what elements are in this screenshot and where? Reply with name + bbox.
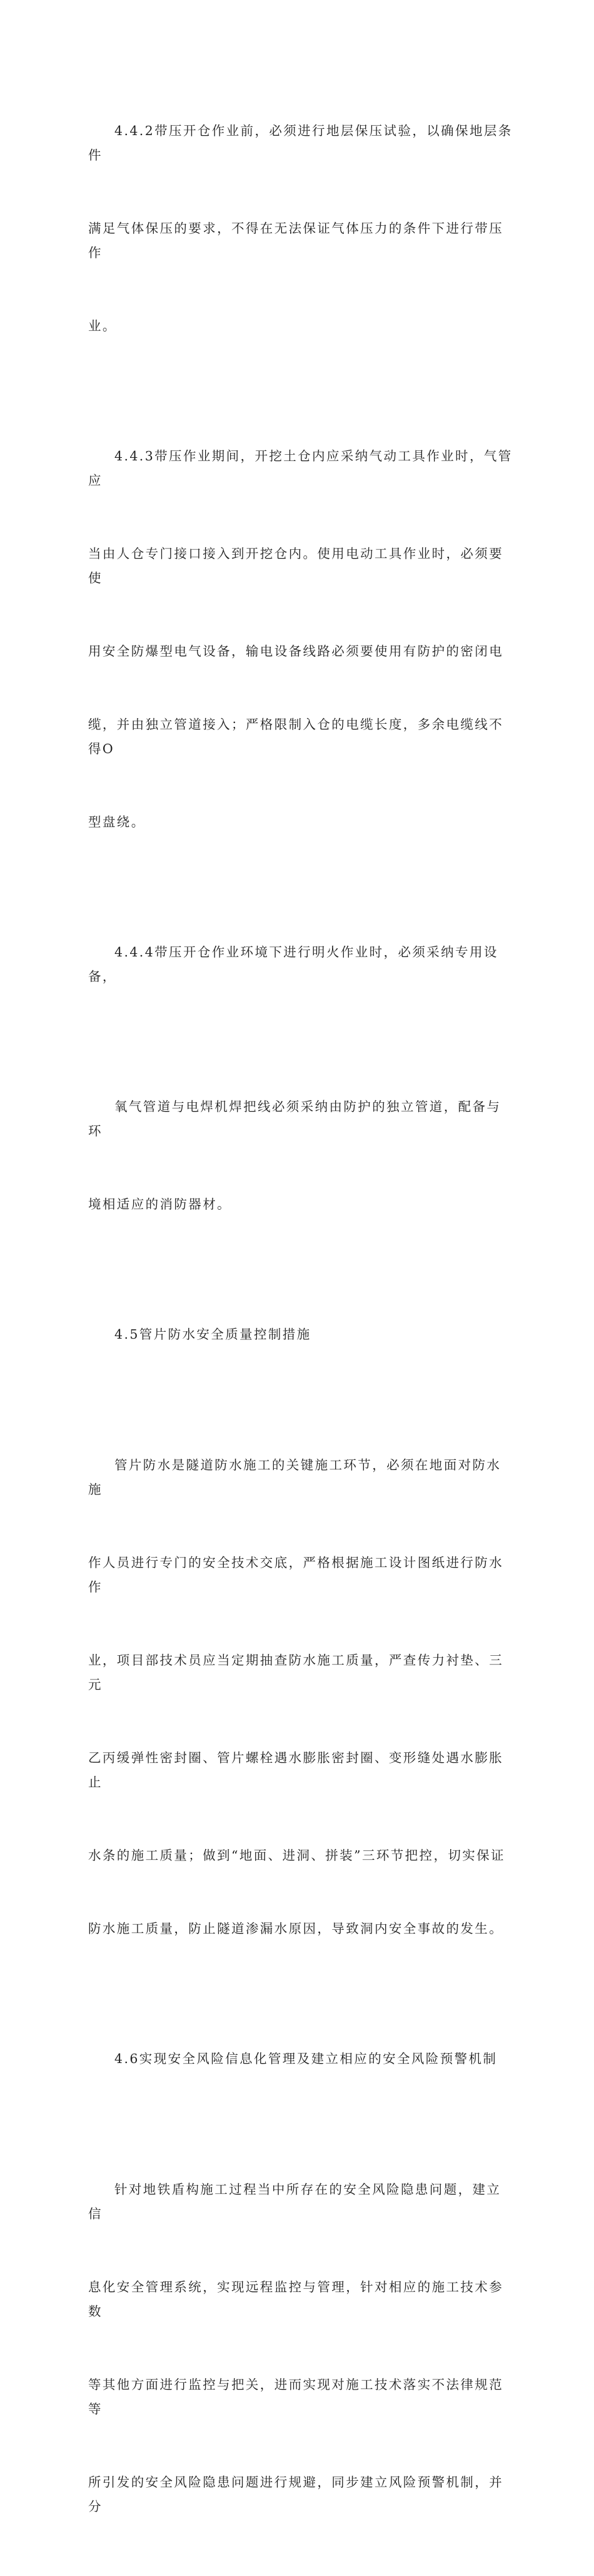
- text-line: 业，项目部技术员应当定期抽查防水施工质量，严查传力衬垫、三元: [88, 1653, 504, 1692]
- text-line: 防水施工质量，防止隧道渗漏水原因，导致洞内安全事故的发生。: [88, 1921, 504, 1936]
- paragraph-4-6: [88, 2129, 513, 2568]
- text-line: 管片防水是隧道防水施工的关键施工环节，必须在地面对防水施: [88, 1458, 501, 1497]
- heading-text: 4.5管片防水安全质量控制措施: [114, 1327, 311, 1342]
- text-line: 针对地铁盾构施工过程当中所存在的安全风险隐患问题，建立信: [88, 2182, 501, 2221]
- section-heading-4-5: [88, 1274, 513, 1396]
- paragraph-4-4-4-second: [88, 1046, 513, 1265]
- text-line: 境相适应的消防器材。: [88, 1197, 231, 1212]
- text-line: 缆，并由独立管道接入；严格限制入仓的电缆长度，多余电缆线不得O: [88, 717, 504, 756]
- text-line: 用安全防爆型电气设备，输电设备线路必须要使用有防护的密闭电: [88, 644, 504, 659]
- text-line: 所引发的安全风险隐患问题进行规避，同步建立风险预警机制，并分: [88, 2475, 504, 2514]
- section-heading-4-6: [88, 1998, 513, 2120]
- text-line: 型盘绕。: [88, 814, 146, 829]
- paragraph-4-4-4-first: [88, 891, 513, 1038]
- text-line: 乙丙缓弹性密封圈、管片螺栓遇水膨胀密封圈、变形缝处遇水膨胀止: [88, 1750, 504, 1790]
- heading-text: 4.6实现安全风险信息化管理及建立相应的安全风险预警机制: [114, 2051, 498, 2066]
- document-body: [88, 70, 513, 2576]
- text-line: 氧气管道与电焊机焊把线必须采纳由防护的独立管道，配备与环: [88, 1099, 501, 1138]
- text-line: 4.4.4带压开仓作业环境下进行明火作业时，必须采纳专用设备，: [88, 945, 498, 984]
- text-line: 4.4.3带压作业期间，开挖土仓内应采纳气动工具作业时，气管应: [88, 449, 513, 488]
- paragraph-4-4-3: [88, 395, 513, 883]
- text-line: 业。: [88, 318, 117, 333]
- text-line: 作人员进行专门的安全技术交底，严格根据施工设计图纸进行防水作: [88, 1555, 504, 1595]
- paragraph-4-5: [88, 1404, 513, 1990]
- paragraph-4-4-2: [88, 70, 513, 387]
- text-line: 水条的施工质量；做到“地面、进洞、拼装”三环节把控，切实保证: [88, 1848, 505, 1863]
- text-line: 当由人仓专门接口接入到开挖仓内。使用电动工具作业时，必须要使: [88, 546, 504, 586]
- text-line: 息化安全管理系统，实现远程监控与管理，针对相应的施工技术参数: [88, 2279, 504, 2319]
- text-line: 等其他方面进行监控与把关，进而实现对施工技术落实不法律规范等: [88, 2377, 504, 2416]
- text-line: 4.4.2带压开仓作业前，必须进行地层保压试验，以确保地层条件: [88, 123, 513, 163]
- text-line: 满足气体保压的要求，不得在无法保证气体压力的条件下进行带压作: [88, 221, 504, 260]
